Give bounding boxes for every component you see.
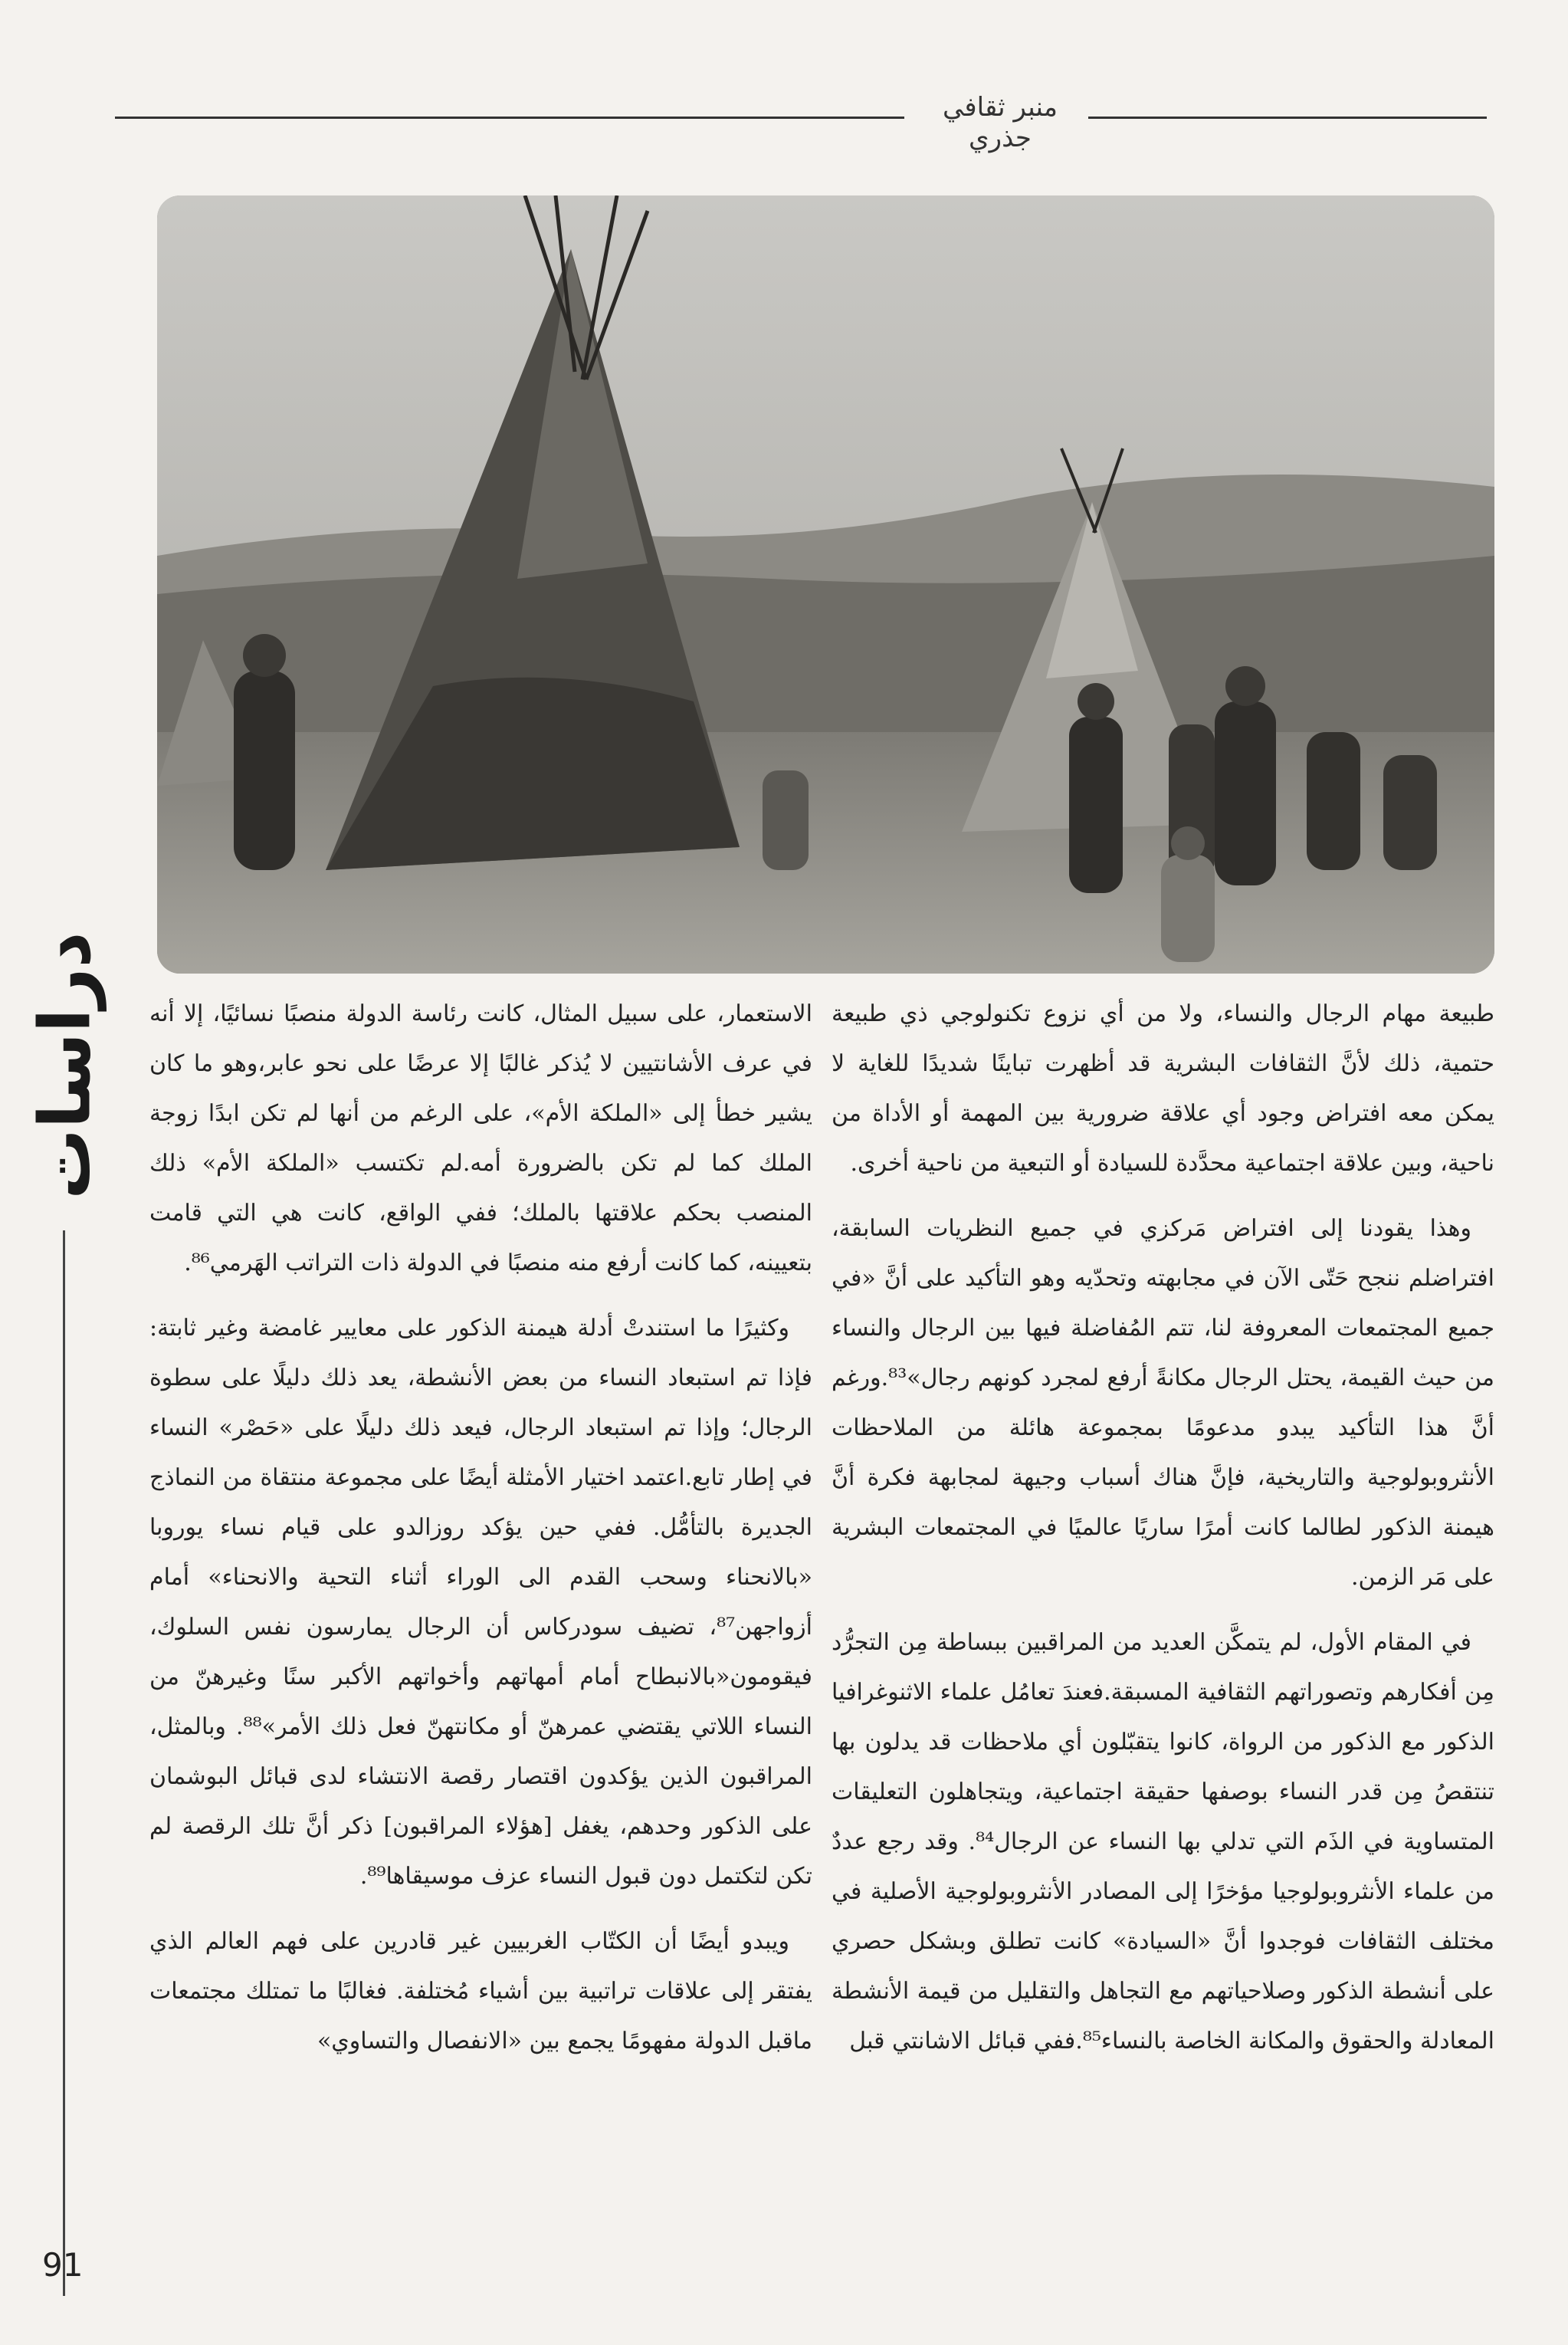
- text-column-left: [149, 989, 812, 2323]
- running-header: [115, 92, 1487, 153]
- side-rule: [63, 1230, 65, 2296]
- paragraph: في المقام الأول، لم يتمكَّن العديد من المراقبين ببساطة مِن التجرُّد مِن أفكارهم وتصوراتهم الثقافية المسبقة.فعندَ تعامُل علماء الاثنوغرافيا الذكور مع الذكور من الرواة، كانوا يتقبّلون أي ملاحظات قد يدلون بها تنتقصُ مِن قدر النساء بوصفها حقيقة اجتماعية، ويتجاهلون التعليقات المتساوية في الذَم التي تدلي بها النساء عن الرجال⁸⁴. وقد رجع عددٌ من علماء الأنثروبولوجيا مؤخرًا إلى المصادر الأنثروبولوجية الأصلية في مختلف الثقافات فوجدوا أنَّ «السيادة» كانت تطلق وبشكل حصري على أنشطة الذكور وصلاحياتهم مع التجاهل والتقليل من قيمة الأنشطة المعادلة والحقوق والمكانة الخاصة بالنساء⁸⁵.ففي قبائل الاشانتي قبل: [832, 1629, 1494, 2054]
- paragraph: وكثيرًا ما استندتْ أدلة هيمنة الذكور على معايير غامضة وغير ثابتة: فإذا تم استبعاد النساء من بعض الأنشطة، يعد ذلك دليلًا على سطوة الرجال؛ وإذا تم استبعاد الرجال، فيعد ذلك دليلًا على «حَصْر» النساء في إطار تابع.اعتمد اختيار الأمثلة أيضًا على مجموعة منتقاة من النماذج الجديرة بالتأمُّل. ففي حين يؤكد روزالدو على قيام نساء يوروبا «بالانحناء وسحب القدم الى الوراء أثناء التحية والانحناء» أمام أزواجهن⁸⁷، تضيف سودركاس أن الرجال يمارسون نفس السلوك، فيقومون«بالانبطاح أمام أمهاتهم وأخواتهم الأكبر سنًا وغيرهنّ من النساء اللاتي يقتضي عمرهنّ أو مكانتهنّ فعل ذلك الأمر»⁸⁸. وبالمثل، المراقبون الذين يؤكدون اقتصار رقصة الانتشاء لدى قبائل البوشمان على الذكور وحدهم، يغفل [هؤلاء المراقبون] ذكر أنَّ تلك الرقصة لم تكن لتكتمل دون قبول النساء عزف موسيقاها⁸⁹.: [149, 1315, 812, 1890]
- section-tab: [24, 905, 107, 1227]
- section-label: دراسات: [24, 931, 107, 1200]
- paragraph: طبيعة مهام الرجال والنساء، ولا من أي نزوع تكنولوجي ذي طبيعة حتمية، ذلك لأنَّ الثقافات البشرية قد أظهرت تباينًا شديدًا للغاية لا يمكن معه افتراض وجود أي علاقة ضرورية بين المهمة أو الأداة من ناحية، وبين علاقة اجتماعية محدَّدة للسيادة أو التبعية من ناحية أخرى.: [832, 1000, 1494, 1177]
- paragraph: الاستعمار، على سبيل المثال، كانت رئاسة الدولة منصبًا نسائيًا، إلا أنه في عرف الأشانتيين لا يُذكر غالبًا إلا عرضًا على نحو عابر،وهو ما كان يشير خطأ إلى «الملكة الأم»، على الرغم من أنها لم تكن ابدًا زوجة الملك كما لم تكن بالضرورة أمه.لم تكتسب «الملكة الأم» ذلك المنصب بحكم علاقتها بالملك؛ ففي الواقع، كانت هي التي قامت بتعيينه، كما كانت أرفع منه منصبًا في الدولة ذات التراتب الهَرمي⁸⁶.: [149, 1000, 812, 1276]
- page-number: 91: [42, 2246, 84, 2284]
- paragraph: وهذا يقودنا إلى افتراض مَركزي في جميع النظريات السابقة، افتراضلم ننجح حَتّى الآن في مجابهته وتحدّيه وهو التأكيد على أنَّ «في جميع المجتمعات المعروفة لنا، تتم المُفاضلة فيها بين الرجال والنساء من حيث القيمة، يحتل الرجال مكانةً أرفع لمجرد كونهم رجال»⁸³.ورغم أنَّ هذا التأكيد يبدو مدعومًا بمجموعة هائلة من الملاحظات الأنثروبولوجية والتاريخية، فإنَّ هناك أسباب وجيهة لمجابهة فكرة أنَّ هيمنة الذكور لطالما كانت أمرًا ساريًا عالميًا في المجتمعات البشرية على مَر الزمن.: [832, 1215, 1494, 1591]
- tipi-camp-photo: [157, 195, 1494, 974]
- text-column-right: [832, 989, 1494, 2323]
- photo-illustration: [157, 195, 1494, 974]
- paragraph: ويبدو أيضًا أن الكتّاب الغربيين غير قادرين على فهم العالم الذي يفتقر إلى علاقات تراتبية بين أشياء مُختلفة. فغالبًا ما تمتلك مجتمعات ماقبل الدولة مفهومًا يجمع بين «الانفصال والتساوي»: [149, 1928, 812, 2054]
- header-rule-left: [115, 117, 904, 119]
- header-rule-right: [1088, 117, 1487, 119]
- running-title: منبر ثقافي جذري: [943, 92, 1058, 153]
